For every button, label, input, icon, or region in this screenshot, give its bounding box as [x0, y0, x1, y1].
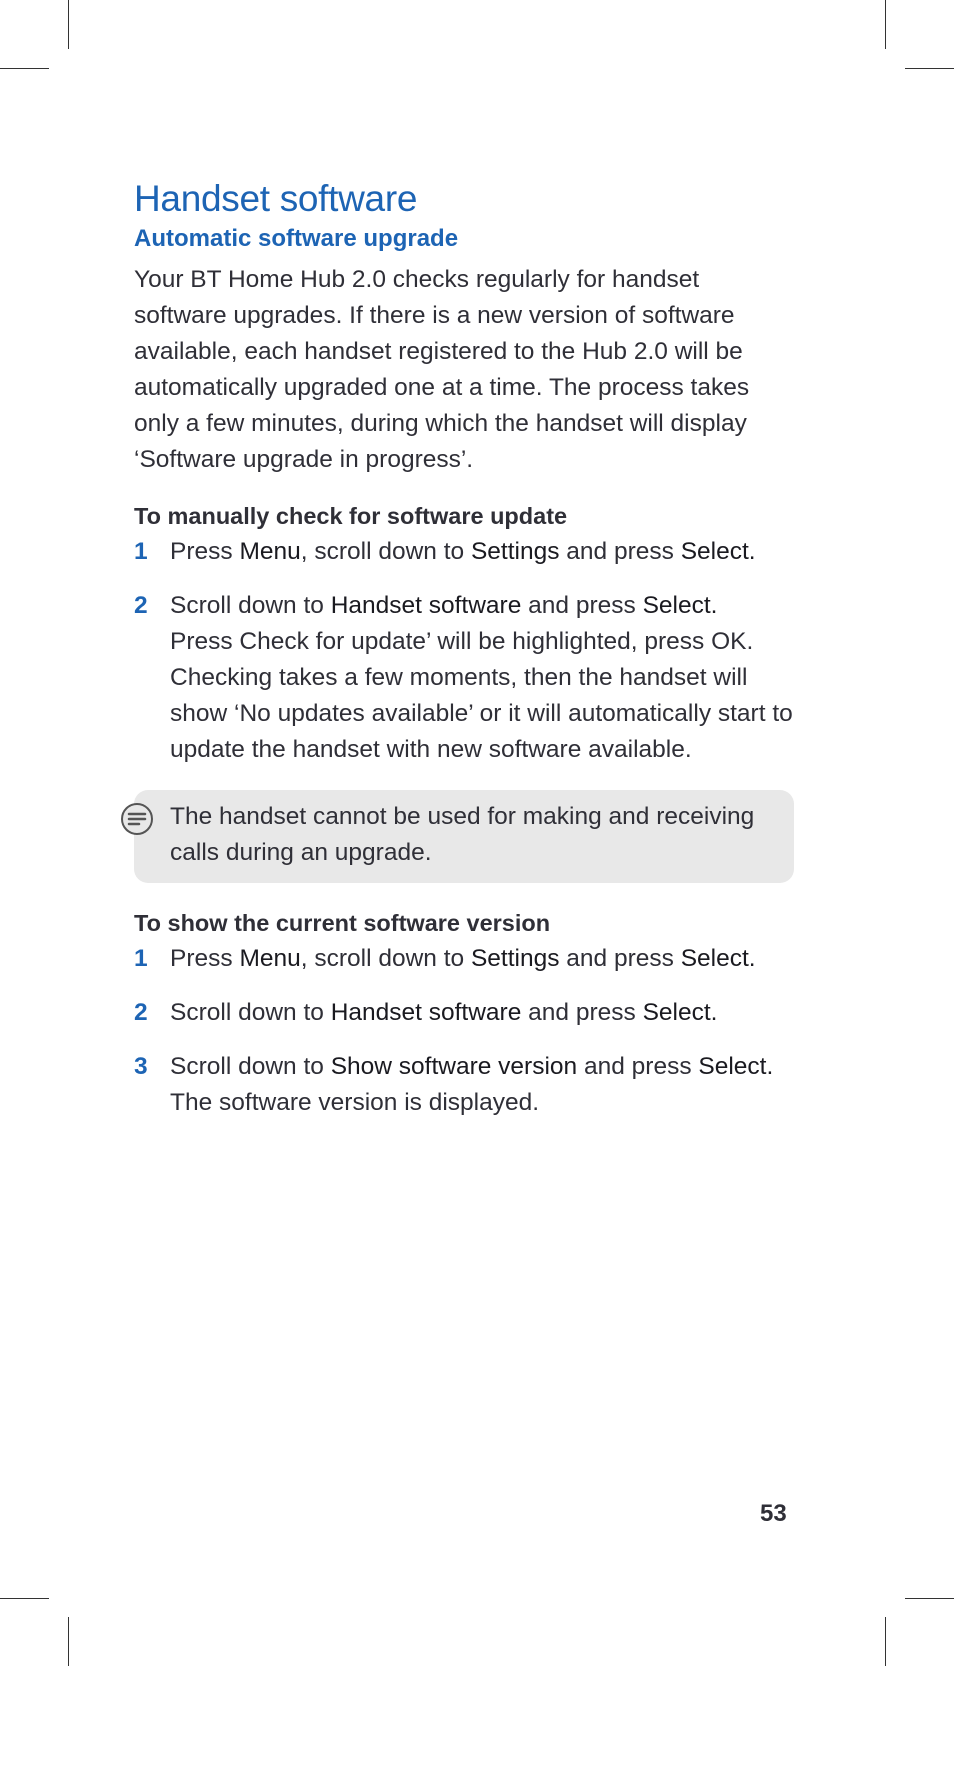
step-text: Scroll down to Handset software and press Select. Press Check for update’ will be highlighted, press OK. Checking takes a few moments, then the handset will show ‘No updates available’ or it will automatically start to update the handset with new software available.	[170, 592, 793, 763]
crop-mark	[905, 68, 954, 69]
crop-mark	[885, 1617, 886, 1666]
manual-check-heading: To manually check for software update	[134, 503, 568, 529]
list-item	[134, 588, 794, 768]
crop-mark	[68, 0, 69, 49]
list-item	[134, 1049, 794, 1121]
page-title: Handset software	[134, 178, 418, 219]
crop-mark	[68, 1617, 69, 1666]
step-number: 1	[134, 538, 148, 565]
crop-mark	[905, 1598, 954, 1599]
step-text: Press Menu, scroll down to Settings and press Select.	[170, 945, 756, 972]
list-item	[134, 941, 794, 977]
step-text: Press Menu, scroll down to Settings and press Select.	[170, 538, 756, 565]
note-icon	[120, 802, 154, 836]
step-number: 1	[134, 945, 148, 972]
list-item	[134, 534, 794, 570]
step-number: 2	[134, 592, 148, 619]
step-text: Scroll down to Show software version and press Select. The software version is displayed.	[170, 1053, 774, 1116]
crop-mark	[0, 68, 49, 69]
intro-paragraph: Your BT Home Hub 2.0 checks regularly for handset software upgrades. If there is a new version of software available, each handset registered to the Hub 2.0 will be automatically upgraded one at a time. The process takes only a few minutes, during which the handset will display ‘Software upgrade in progress’.	[134, 266, 750, 473]
list-item	[134, 995, 794, 1031]
note-text: The handset cannot be used for making and receiving calls during an upgrade.	[170, 803, 755, 866]
show-version-heading: To show the current software version	[134, 910, 551, 936]
section-subtitle: Automatic software upgrade	[134, 225, 459, 252]
step-text: Scroll down to Handset software and press Select.	[170, 999, 718, 1026]
page-content	[134, 176, 794, 1121]
step-number: 2	[134, 999, 148, 1026]
page-number: 53	[760, 1500, 787, 1527]
note-box	[134, 790, 794, 883]
crop-mark	[885, 0, 886, 49]
crop-mark	[0, 1598, 49, 1599]
step-number: 3	[134, 1053, 148, 1080]
